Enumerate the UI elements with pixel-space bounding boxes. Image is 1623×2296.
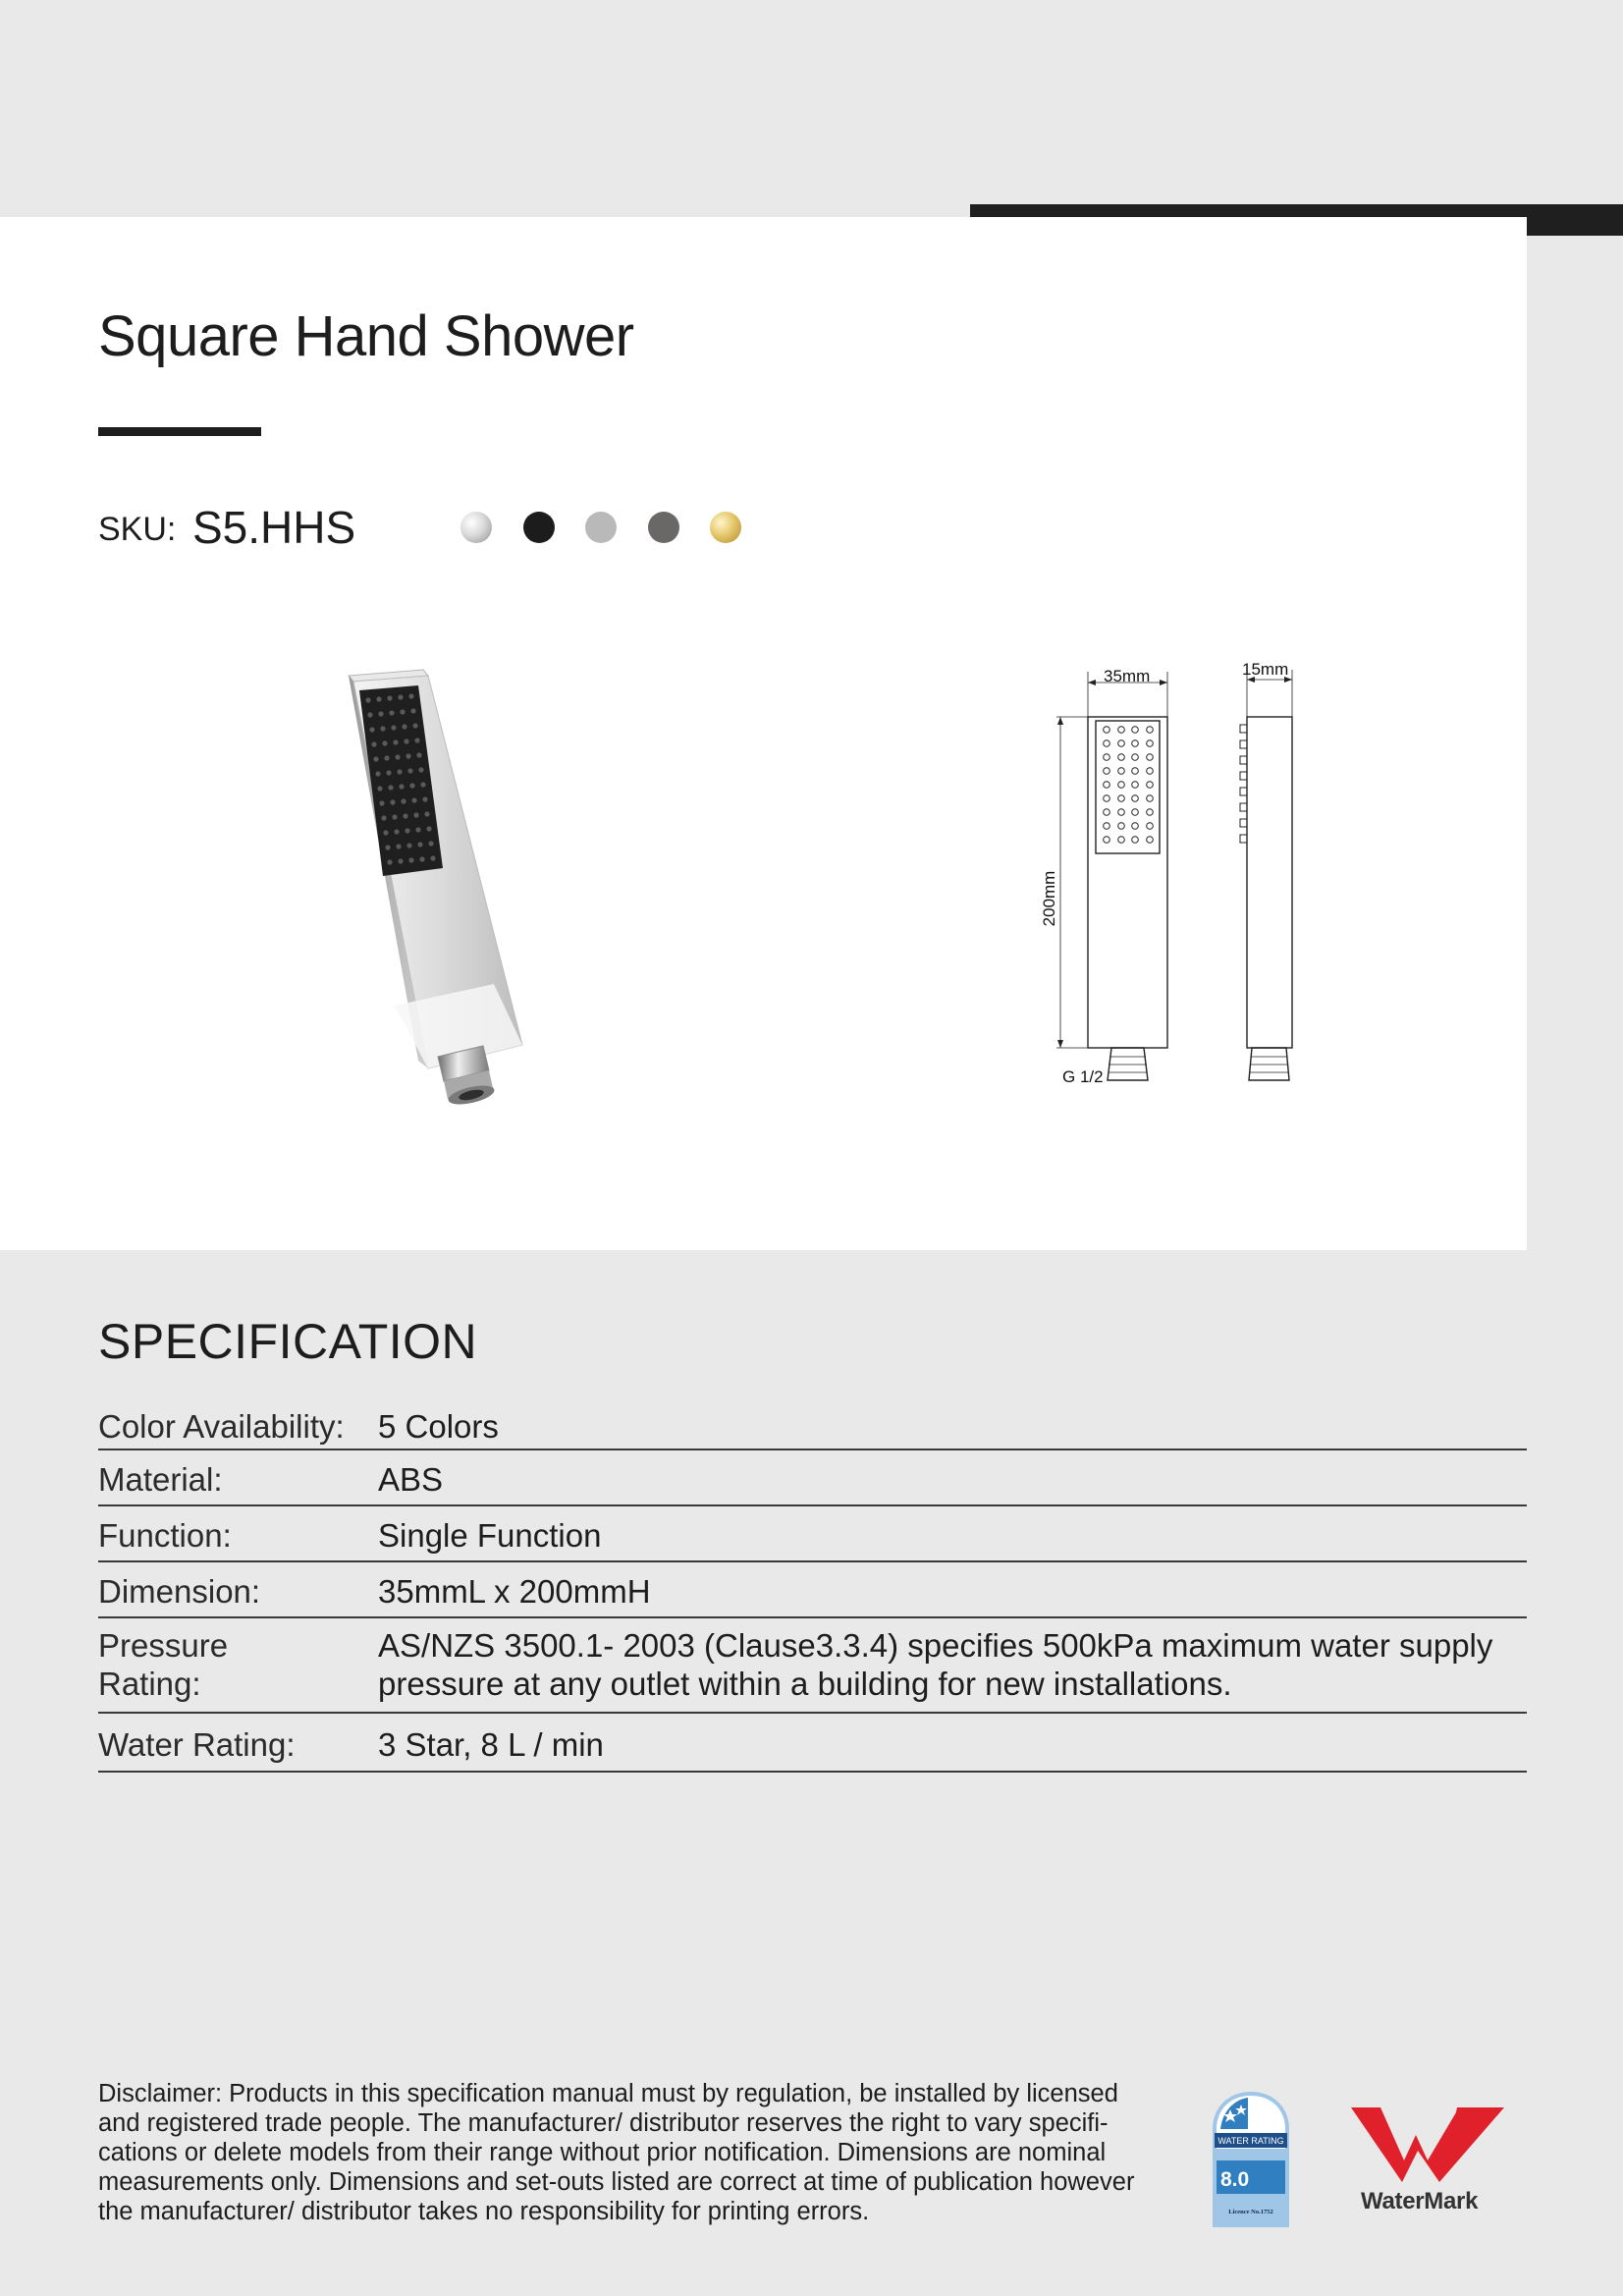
swatch-chrome [460, 512, 492, 543]
water-rating-badge [1211, 2090, 1291, 2227]
badge-value: 8.0 [1220, 2168, 1250, 2191]
spec-row-color-availability [98, 1397, 1527, 1450]
swatch-brushed-gold [710, 512, 741, 543]
drawing-depth-label: 15mm [1242, 660, 1289, 679]
spec-label: Pressure Rating: [98, 1627, 229, 1702]
spec-row-function [98, 1506, 1527, 1562]
spec-row-water-rating [98, 1714, 1527, 1773]
product-title: Square Hand Shower [98, 304, 634, 368]
spec-value: Single Function [378, 1517, 602, 1554]
spec-label: Color Availability: [98, 1408, 345, 1445]
spec-value: AS/NZS 3500.1- 2003 (Clause3.3.4) specifies 500kPa maximum water supply pressure at any outlet within a building for new installations. [378, 1627, 1493, 1702]
swatch-brushed-nickel [585, 512, 617, 543]
swatch-matte-black [523, 512, 555, 543]
spec-row-material [98, 1450, 1527, 1506]
specification-heading: SPECIFICATION [98, 1314, 478, 1369]
drawing-width-label: 35mm [1104, 667, 1151, 685]
spec-row-pressure-rating [98, 1618, 1527, 1714]
spec-value: 35mmL x 200mmH [378, 1573, 651, 1610]
drawing-thread-label: G 1/2 [1062, 1067, 1104, 1086]
dimension-drawing [1021, 648, 1316, 1100]
title-underline [98, 427, 261, 436]
spec-row-dimension [98, 1562, 1527, 1618]
sku-value: S5.HHS [192, 502, 356, 553]
spec-value: ABS [378, 1461, 444, 1498]
watermark-label: WaterMark [1361, 2188, 1479, 2214]
badge-licence: Licence No.1752 [1228, 2209, 1273, 2215]
drawing-nozzles [1104, 727, 1154, 844]
sku-label: SKU: [98, 511, 177, 548]
spec-label: Material: [98, 1461, 223, 1498]
spec-label: Water Rating: [98, 1726, 296, 1763]
specification-table [98, 1397, 1527, 1773]
spec-value: 3 Star, 8 L / min [378, 1726, 604, 1763]
spec-label: Dimension: [98, 1573, 261, 1610]
swatch-gunmetal [648, 512, 679, 543]
spec-label: Function: [98, 1517, 232, 1554]
disclaimer-text: Disclaimer: Products in this specification manual must by regulation, be installed by licensed and registered trade people. The manufacturer/ distributor reserves the right to vary specifi- cations or delete models from their range without prior notification. Dimensions are nominal measurements only. Dimensions and set-outs listed are correct at time of publication however the manufacturer/ distributor takes no responsibility for printing errors. [98, 2080, 1135, 2225]
badge-heading: WATER RATING [1217, 2136, 1284, 2146]
spec-value: 5 Colors [378, 1408, 499, 1445]
drawing-height-label: 200mm [1040, 870, 1058, 927]
product-photo [295, 648, 589, 1120]
